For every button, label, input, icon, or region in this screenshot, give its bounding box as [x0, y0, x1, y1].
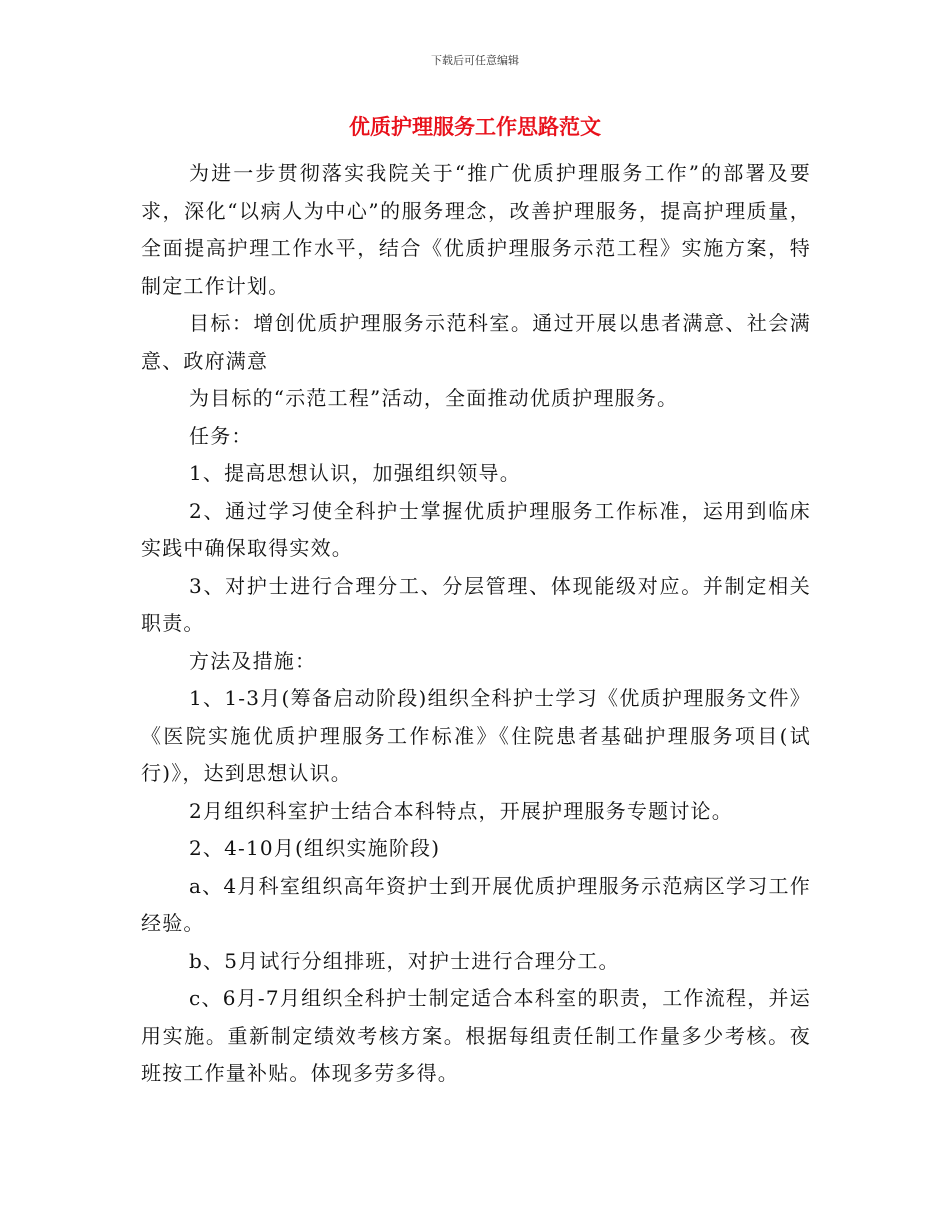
task-item-3: 3、对护士进行合理分工、分层管理、体现能级对应。并制定相关职责。: [141, 573, 811, 635]
method-item-1-note: 2月组织科室护士结合本科特点，开展护理服务专题讨论。: [189, 798, 733, 823]
method-item-2a: a、4月科室组织高年资护士到开展优质护理服务示范病区学习工作经验。: [141, 873, 811, 935]
heading-methods: 方法及措施：: [189, 648, 317, 673]
document-title: 优质护理服务工作思路范文: [349, 115, 601, 139]
heading-tasks: 任务：: [189, 423, 253, 448]
paragraph-goal: 目标：增创优质护理服务示范科室。通过开展以患者满意、社会满意、政府满意: [141, 311, 811, 373]
paragraph-intro: 为进一步贯彻落实我院关于“推广优质护理服务工作”的部署及要求，深化“以病人为中心”的服务理念，改善护理服务，提高护理质量，全面提高护理工作水平，结合《优质护理服务示范工程》实施方案，特制定工作计划。: [141, 161, 811, 298]
method-item-2b: b、5月试行分组排班，对护士进行合理分工。: [189, 948, 620, 973]
header-note: 下载后可任意编辑: [431, 54, 519, 67]
paragraph-goal-continued: 为目标的“示范工程”活动，全面推动优质护理服务。: [189, 386, 679, 410]
method-item-2c: c、6月-7月组织全科护士制定适合本科室的职责，工作流程，并运用实施。重新制定绩效考核方案。根据每组责任制工作量多少考核。夜班按工作量补贴。体现多劳多得。: [141, 986, 811, 1085]
method-item-2: 2、4-10月(组织实施阶段): [189, 836, 441, 860]
document-body: [141, 155, 811, 1093]
method-item-1: 1、1-3月(筹备启动阶段)组织全科护士学习《优质护理服务文件》《医院实施优质护理服务工作标准》《住院患者基础护理服务项目(试行)》，达到思想认识。: [141, 686, 811, 785]
task-item-2: 2、通过学习使全科护士掌握优质护理服务工作标准，运用到临床实践中确保取得实效。: [141, 498, 811, 560]
task-item-1: 1、提高思想认识，加强组织领导。: [189, 461, 521, 485]
